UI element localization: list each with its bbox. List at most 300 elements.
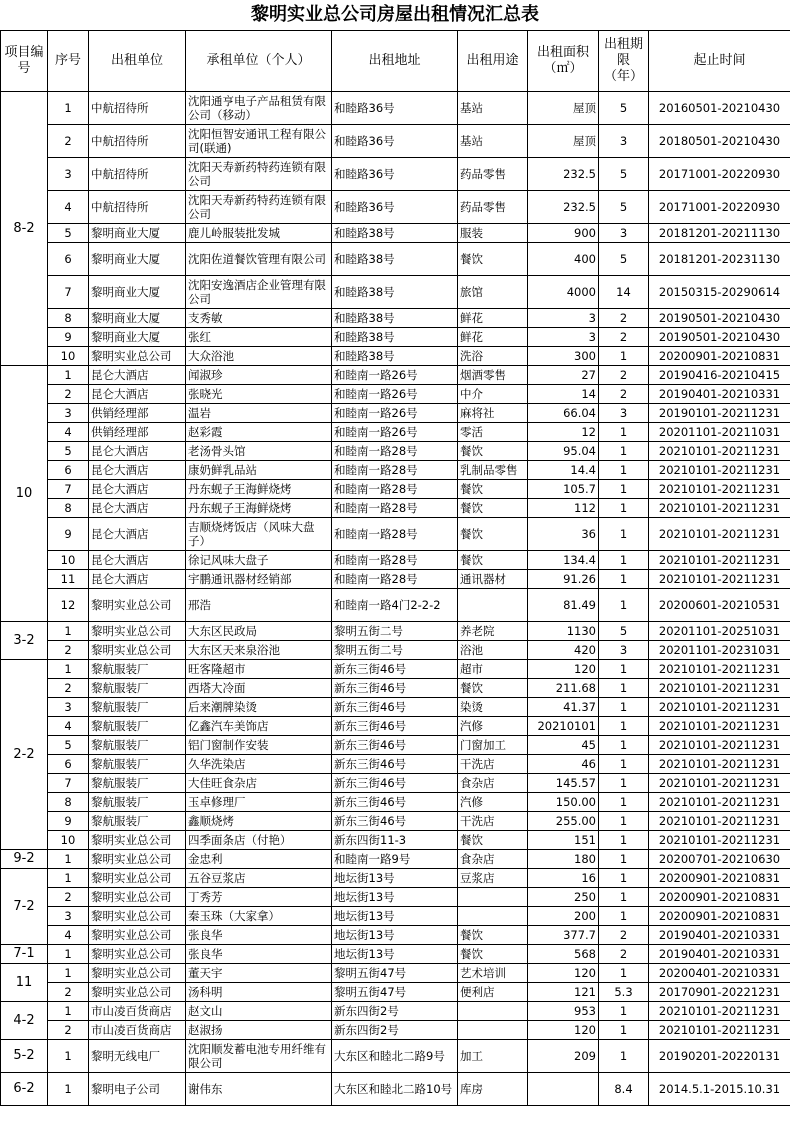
address-cell: 和睦南一路26号 xyxy=(332,404,458,423)
header-address: 出租地址 xyxy=(332,31,458,92)
term-cell: 1 xyxy=(599,850,649,869)
area-cell: 45 xyxy=(528,736,599,755)
address-cell: 和睦南一路28号 xyxy=(332,518,458,551)
term-cell: 1 xyxy=(599,589,649,622)
lessor-cell: 黎明实业总公司 xyxy=(89,964,186,983)
lessor-cell: 中航招待所 xyxy=(89,92,186,125)
table-row xyxy=(1,404,790,423)
term-cell: 2 xyxy=(599,366,649,385)
use-cell: 养老院 xyxy=(458,622,528,641)
area-cell: 151 xyxy=(528,831,599,850)
period-cell: 20200901-20210831 xyxy=(649,347,790,366)
lessor-cell: 黎航服装厂 xyxy=(89,755,186,774)
address-cell: 和睦路38号 xyxy=(332,309,458,328)
address-cell: 地坛街13号 xyxy=(332,926,458,945)
period-cell: 20210101-20211231 xyxy=(649,518,790,551)
area-cell: 377.7 xyxy=(528,926,599,945)
address-cell: 大东区和睦北二路9号 xyxy=(332,1040,458,1073)
use-cell: 药品零售 xyxy=(458,158,528,191)
lessor-cell: 昆仑大酒店 xyxy=(89,461,186,480)
table-row xyxy=(1,660,790,679)
lessee-cell: 四季面条店（付艳） xyxy=(186,831,332,850)
address-cell: 新东三街46号 xyxy=(332,736,458,755)
term-cell: 1 xyxy=(599,499,649,518)
lessor-cell: 昆仑大酒店 xyxy=(89,518,186,551)
address-cell: 大东区和睦北二路10号 xyxy=(332,1073,458,1106)
address-cell: 地坛街13号 xyxy=(332,907,458,926)
table-row xyxy=(1,888,790,907)
lessee-cell: 康奶鲜乳品站 xyxy=(186,461,332,480)
use-cell: 汽修 xyxy=(458,793,528,812)
area-cell: 120 xyxy=(528,1021,599,1040)
period-cell: 20210101-20211231 xyxy=(649,793,790,812)
period-cell: 20200901-20210831 xyxy=(649,907,790,926)
use-cell: 餐饮 xyxy=(458,679,528,698)
address-cell: 和睦路38号 xyxy=(332,276,458,309)
term-cell: 1 xyxy=(599,869,649,888)
table-row xyxy=(1,125,790,158)
period-cell: 20150315-20290614 xyxy=(649,276,790,309)
use-cell: 餐饮 xyxy=(458,831,528,850)
use-cell: 餐饮 xyxy=(458,551,528,570)
table-row xyxy=(1,679,790,698)
use-cell: 加工 xyxy=(458,1040,528,1073)
lessor-cell: 黎明实业总公司 xyxy=(89,831,186,850)
period-cell: 20200701-20210630 xyxy=(649,850,790,869)
project-code-cell: 3-2 xyxy=(1,622,48,660)
rental-summary-table xyxy=(0,30,790,1106)
row-index-cell: 1 xyxy=(48,92,89,125)
term-cell: 1 xyxy=(599,736,649,755)
use-cell: 服装 xyxy=(458,224,528,243)
use-cell: 通讯器材 xyxy=(458,570,528,589)
period-cell: 20201101-20231031 xyxy=(649,641,790,660)
header-area: 出租面积（㎡） xyxy=(528,31,599,92)
row-index-cell: 2 xyxy=(48,888,89,907)
period-cell: 20190401-20210331 xyxy=(649,926,790,945)
area-cell: 150.00 xyxy=(528,793,599,812)
address-cell: 和睦路38号 xyxy=(332,328,458,347)
row-index-cell: 3 xyxy=(48,698,89,717)
row-index-cell: 8 xyxy=(48,309,89,328)
row-index-cell: 10 xyxy=(48,831,89,850)
period-cell: 20210101-20211231 xyxy=(649,698,790,717)
row-index-cell: 12 xyxy=(48,589,89,622)
row-index-cell: 2 xyxy=(48,125,89,158)
use-cell: 基站 xyxy=(458,92,528,125)
row-index-cell: 8 xyxy=(48,499,89,518)
term-cell: 3 xyxy=(599,641,649,660)
area-cell: 300 xyxy=(528,347,599,366)
lessor-cell: 昆仑大酒店 xyxy=(89,480,186,499)
row-index-cell: 6 xyxy=(48,243,89,276)
period-cell: 20181201-20231130 xyxy=(649,243,790,276)
address-cell: 新东三街46号 xyxy=(332,717,458,736)
row-index-cell: 5 xyxy=(48,736,89,755)
lessor-cell: 黎明商业大厦 xyxy=(89,224,186,243)
table-row xyxy=(1,1002,790,1021)
table-row xyxy=(1,1021,790,1040)
area-cell: 14 xyxy=(528,385,599,404)
use-cell xyxy=(458,1002,528,1021)
address-cell: 和睦南一路28号 xyxy=(332,442,458,461)
row-index-cell: 8 xyxy=(48,793,89,812)
use-cell: 餐饮 xyxy=(458,442,528,461)
period-cell: 20190416-20210415 xyxy=(649,366,790,385)
area-cell: 105.7 xyxy=(528,480,599,499)
area-cell: 41.37 xyxy=(528,698,599,717)
use-cell: 药品零售 xyxy=(458,191,528,224)
use-cell: 烟酒零售 xyxy=(458,366,528,385)
term-cell: 1 xyxy=(599,551,649,570)
period-cell: 20171001-20220930 xyxy=(649,158,790,191)
lessee-cell: 金忠利 xyxy=(186,850,332,869)
area-cell: 120 xyxy=(528,660,599,679)
use-cell: 豆浆店 xyxy=(458,869,528,888)
lessee-cell: 闻淑珍 xyxy=(186,366,332,385)
row-index-cell: 9 xyxy=(48,328,89,347)
lessee-cell: 后来潮牌染烫 xyxy=(186,698,332,717)
table-row xyxy=(1,926,790,945)
area-cell: 36 xyxy=(528,518,599,551)
lessee-cell: 邢浩 xyxy=(186,589,332,622)
lessor-cell: 昆仑大酒店 xyxy=(89,385,186,404)
use-cell: 旅馆 xyxy=(458,276,528,309)
use-cell: 干洗店 xyxy=(458,812,528,831)
lessee-cell: 沈阳恒智安通讯工程有限公司(联通) xyxy=(186,125,332,158)
lessee-cell: 吉顺烧烤饭店（风味大盘子） xyxy=(186,518,332,551)
period-cell: 20210101-20211231 xyxy=(649,499,790,518)
row-index-cell: 7 xyxy=(48,774,89,793)
lessor-cell: 昆仑大酒店 xyxy=(89,499,186,518)
project-code-cell: 9-2 xyxy=(1,850,48,869)
lessor-cell: 黎明商业大厦 xyxy=(89,243,186,276)
table-row xyxy=(1,551,790,570)
period-cell: 20210101-20211231 xyxy=(649,755,790,774)
lessor-cell: 黎航服装厂 xyxy=(89,774,186,793)
area-cell: 4000 xyxy=(528,276,599,309)
period-cell: 20210101-20211231 xyxy=(649,774,790,793)
area-cell: 900 xyxy=(528,224,599,243)
use-cell: 餐饮 xyxy=(458,243,528,276)
term-cell: 8.4 xyxy=(599,1073,649,1106)
row-index-cell: 9 xyxy=(48,812,89,831)
use-cell xyxy=(458,888,528,907)
use-cell: 库房 xyxy=(458,1073,528,1106)
use-cell: 染烫 xyxy=(458,698,528,717)
term-cell: 1 xyxy=(599,964,649,983)
lessor-cell: 黎明实业总公司 xyxy=(89,888,186,907)
project-code-cell: 4-2 xyxy=(1,1002,48,1040)
term-cell: 1 xyxy=(599,831,649,850)
period-cell: 20190401-20210331 xyxy=(649,385,790,404)
lessor-cell: 黎明实业总公司 xyxy=(89,926,186,945)
period-cell: 20200901-20210831 xyxy=(649,869,790,888)
term-cell: 1 xyxy=(599,755,649,774)
term-cell: 1 xyxy=(599,1040,649,1073)
address-cell: 和睦路38号 xyxy=(332,243,458,276)
period-cell: 20210101-20211231 xyxy=(649,570,790,589)
project-code-cell: 11 xyxy=(1,964,48,1002)
table-row xyxy=(1,589,790,622)
table-row xyxy=(1,480,790,499)
period-cell: 20200601-20210531 xyxy=(649,589,790,622)
lessor-cell: 黎明商业大厦 xyxy=(89,328,186,347)
term-cell: 5 xyxy=(599,622,649,641)
term-cell: 1 xyxy=(599,347,649,366)
lessee-cell: 沈阳顺发蓄电池专用纤维有限公司 xyxy=(186,1040,332,1073)
table-row xyxy=(1,812,790,831)
use-cell: 洗浴 xyxy=(458,347,528,366)
area-cell: 1130 xyxy=(528,622,599,641)
lessee-cell: 鑫顺烧烤 xyxy=(186,812,332,831)
table-body xyxy=(1,92,790,1106)
area-cell: 420 xyxy=(528,641,599,660)
area-cell: 232.5 xyxy=(528,158,599,191)
lessor-cell: 黎航服装厂 xyxy=(89,793,186,812)
row-index-cell: 5 xyxy=(48,442,89,461)
table-row xyxy=(1,1073,790,1106)
term-cell: 1 xyxy=(599,570,649,589)
term-cell: 1 xyxy=(599,698,649,717)
lessor-cell: 黎明实业总公司 xyxy=(89,622,186,641)
lessee-cell: 宇鹏通讯器材经销部 xyxy=(186,570,332,589)
period-cell: 20190101-20211231 xyxy=(649,404,790,423)
address-cell: 地坛街13号 xyxy=(332,888,458,907)
term-cell: 1 xyxy=(599,660,649,679)
period-cell: 20210101-20211231 xyxy=(649,660,790,679)
period-cell: 20170901-20221231 xyxy=(649,983,790,1002)
term-cell: 14 xyxy=(599,276,649,309)
row-index-cell: 4 xyxy=(48,717,89,736)
lessor-cell: 供销经理部 xyxy=(89,423,186,442)
lessee-cell: 董天宇 xyxy=(186,964,332,983)
area-cell: 12 xyxy=(528,423,599,442)
row-index-cell: 1 xyxy=(48,622,89,641)
term-cell: 1 xyxy=(599,888,649,907)
lessor-cell: 黎航服装厂 xyxy=(89,698,186,717)
lessee-cell: 沈阳通亨电子产品租赁有限公司（移动） xyxy=(186,92,332,125)
period-cell: 20210101-20211231 xyxy=(649,812,790,831)
address-cell: 黎明五街47号 xyxy=(332,983,458,1002)
use-cell: 门窗加工 xyxy=(458,736,528,755)
use-cell: 麻将社 xyxy=(458,404,528,423)
lessee-cell: 张良华 xyxy=(186,926,332,945)
lessee-cell: 丹东蚬子王海鲜烧烤 xyxy=(186,499,332,518)
table-row xyxy=(1,907,790,926)
address-cell: 新东四街2号 xyxy=(332,1021,458,1040)
term-cell: 1 xyxy=(599,480,649,499)
term-cell: 2 xyxy=(599,945,649,964)
period-cell: 20201101-20251031 xyxy=(649,622,790,641)
area-cell: 3 xyxy=(528,328,599,347)
period-cell: 20180501-20210430 xyxy=(649,125,790,158)
area-cell: 953 xyxy=(528,1002,599,1021)
lessee-cell: 大东区天来泉浴池 xyxy=(186,641,332,660)
period-cell: 20190501-20210430 xyxy=(649,328,790,347)
address-cell: 新东四街2号 xyxy=(332,1002,458,1021)
address-cell: 新东三街46号 xyxy=(332,698,458,717)
term-cell: 5 xyxy=(599,92,649,125)
table-row xyxy=(1,774,790,793)
area-cell: 568 xyxy=(528,945,599,964)
term-cell: 1 xyxy=(599,518,649,551)
lessor-cell: 黎航服装厂 xyxy=(89,660,186,679)
table-row xyxy=(1,964,790,983)
lessee-cell: 老汤骨头馆 xyxy=(186,442,332,461)
area-cell: 145.57 xyxy=(528,774,599,793)
lessee-cell: 大东区民政局 xyxy=(186,622,332,641)
project-code-cell: 2-2 xyxy=(1,660,48,850)
term-cell: 2 xyxy=(599,926,649,945)
lessor-cell: 黎明实业总公司 xyxy=(89,907,186,926)
use-cell: 中介 xyxy=(458,385,528,404)
header-term: 出租期限（年） xyxy=(599,31,649,92)
document-title: 黎明实业总公司房屋出租情况汇总表 xyxy=(251,4,539,25)
lessor-cell: 供销经理部 xyxy=(89,404,186,423)
header-row xyxy=(1,31,790,92)
term-cell: 1 xyxy=(599,793,649,812)
lessee-cell: 西塔大冷面 xyxy=(186,679,332,698)
term-cell: 5 xyxy=(599,158,649,191)
row-index-cell: 4 xyxy=(48,191,89,224)
project-code-cell: 10 xyxy=(1,366,48,622)
area-cell: 112 xyxy=(528,499,599,518)
term-cell: 1 xyxy=(599,774,649,793)
row-index-cell: 1 xyxy=(48,1040,89,1073)
area-cell xyxy=(528,1073,599,1106)
use-cell: 餐饮 xyxy=(458,945,528,964)
lessor-cell: 黎明实业总公司 xyxy=(89,869,186,888)
row-index-cell: 7 xyxy=(48,276,89,309)
lessor-cell: 黎明实业总公司 xyxy=(89,850,186,869)
lessee-cell: 玉卓修理厂 xyxy=(186,793,332,812)
area-cell: 屋顶 xyxy=(528,125,599,158)
lessor-cell: 昆仑大酒店 xyxy=(89,570,186,589)
row-index-cell: 1 xyxy=(48,660,89,679)
table-row xyxy=(1,309,790,328)
row-index-cell: 10 xyxy=(48,551,89,570)
area-cell: 400 xyxy=(528,243,599,276)
lessee-cell: 丁秀芳 xyxy=(186,888,332,907)
lessor-cell: 昆仑大酒店 xyxy=(89,366,186,385)
lessee-cell: 赵文山 xyxy=(186,1002,332,1021)
lessee-cell: 旺客隆超市 xyxy=(186,660,332,679)
area-cell: 27 xyxy=(528,366,599,385)
lessee-cell: 赵淑扬 xyxy=(186,1021,332,1040)
term-cell: 2 xyxy=(599,385,649,404)
address-cell: 和睦南一路4门2-2-2 xyxy=(332,589,458,622)
table-row xyxy=(1,850,790,869)
table-row xyxy=(1,276,790,309)
address-cell: 和睦路36号 xyxy=(332,191,458,224)
table-row xyxy=(1,385,790,404)
period-cell: 20200401-20210331 xyxy=(649,964,790,983)
table-row xyxy=(1,328,790,347)
period-cell: 20190201-20220131 xyxy=(649,1040,790,1073)
lessee-cell: 亿鑫汽车美饰店 xyxy=(186,717,332,736)
row-index-cell: 2 xyxy=(48,983,89,1002)
address-cell: 和睦南一路28号 xyxy=(332,499,458,518)
lessee-cell: 沈阳天寿新药特药连锁有限公司 xyxy=(186,191,332,224)
lessor-cell: 中航招待所 xyxy=(89,125,186,158)
row-index-cell: 1 xyxy=(48,945,89,964)
area-cell: 屋顶 xyxy=(528,92,599,125)
table-row xyxy=(1,461,790,480)
table-row xyxy=(1,736,790,755)
lessee-cell: 铝门窗制作安装 xyxy=(186,736,332,755)
period-cell: 20210101-20211231 xyxy=(649,736,790,755)
period-cell: 20210101-20211231 xyxy=(649,1002,790,1021)
table-row xyxy=(1,243,790,276)
address-cell: 新东三街46号 xyxy=(332,660,458,679)
project-code-cell: 7-1 xyxy=(1,945,48,964)
lessee-cell: 谢伟东 xyxy=(186,1073,332,1106)
project-code-cell: 7-2 xyxy=(1,869,48,945)
address-cell: 黎明五街二号 xyxy=(332,622,458,641)
row-index-cell: 7 xyxy=(48,480,89,499)
use-cell xyxy=(458,589,528,622)
address-cell: 黎明五街二号 xyxy=(332,641,458,660)
term-cell: 1 xyxy=(599,423,649,442)
lessee-cell: 丹东蚬子王海鲜烧烤 xyxy=(186,480,332,499)
table-row xyxy=(1,570,790,589)
lessor-cell: 黎航服装厂 xyxy=(89,717,186,736)
lessee-cell: 五谷豆浆店 xyxy=(186,869,332,888)
header-index: 序号 xyxy=(48,31,89,92)
area-cell: 209 xyxy=(528,1040,599,1073)
address-cell: 地坛街13号 xyxy=(332,869,458,888)
lessee-cell: 赵彩霞 xyxy=(186,423,332,442)
lessee-cell: 沈阳天寿新药特药连锁有限公司 xyxy=(186,158,332,191)
row-index-cell: 6 xyxy=(48,461,89,480)
period-cell: 2014.5.1-2015.10.31 xyxy=(649,1073,790,1106)
period-cell: 20160501-20210430 xyxy=(649,92,790,125)
period-cell: 20210101-20211231 xyxy=(649,461,790,480)
area-cell: 66.04 xyxy=(528,404,599,423)
lessor-cell: 黎明实业总公司 xyxy=(89,983,186,1002)
lessor-cell: 黎明实业总公司 xyxy=(89,945,186,964)
lessor-cell: 黎明实业总公司 xyxy=(89,589,186,622)
address-cell: 和睦南一路9号 xyxy=(332,850,458,869)
use-cell: 鲜花 xyxy=(458,309,528,328)
row-index-cell: 1 xyxy=(48,850,89,869)
use-cell: 食杂店 xyxy=(458,850,528,869)
use-cell: 零活 xyxy=(458,423,528,442)
address-cell: 和睦南一路26号 xyxy=(332,366,458,385)
term-cell: 2 xyxy=(599,328,649,347)
table-row xyxy=(1,755,790,774)
lessor-cell: 昆仑大酒店 xyxy=(89,551,186,570)
use-cell: 食杂店 xyxy=(458,774,528,793)
row-index-cell: 1 xyxy=(48,1073,89,1106)
use-cell: 干洗店 xyxy=(458,755,528,774)
address-cell: 和睦路38号 xyxy=(332,224,458,243)
table-row xyxy=(1,423,790,442)
term-cell: 3 xyxy=(599,224,649,243)
table-row xyxy=(1,869,790,888)
lessor-cell: 中航招待所 xyxy=(89,191,186,224)
period-cell: 20181201-20211130 xyxy=(649,224,790,243)
lessee-cell: 大众浴池 xyxy=(186,347,332,366)
table-row xyxy=(1,347,790,366)
row-index-cell: 3 xyxy=(48,404,89,423)
table-row xyxy=(1,499,790,518)
term-cell: 3 xyxy=(599,125,649,158)
row-index-cell: 2 xyxy=(48,385,89,404)
term-cell: 3 xyxy=(599,404,649,423)
address-cell: 新东三街46号 xyxy=(332,755,458,774)
